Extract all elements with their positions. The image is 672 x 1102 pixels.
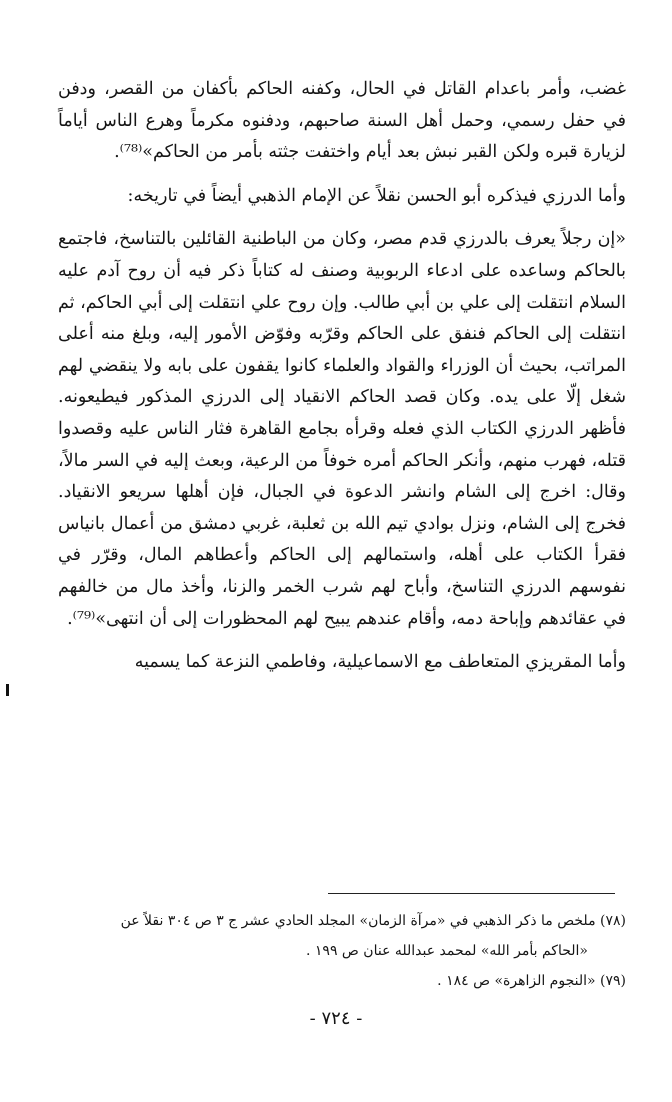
footnote-78-line-1: (٧٨) ملخص ما ذكر الذهبي في «مرآة الزمان» المجلد الحادي عشر ج ٣ ص ٣٠٤ نقلاً عن <box>120 913 626 929</box>
paragraph-1: غضب، وأمر باعدام القاتل في الحال، وكفنه الحاكم بأكفان من القصر، ودفن في حفل رسمي، وحمل أهل السنة صاحبهم، ودفنوه مكرماً وهرع الناس أياماً لزيارة قبره ولكن القبر نبش بعد أيام واختفت جثته بأمر من الحاكم»⁽⁷⁸⁾. <box>58 79 626 163</box>
footnotes <box>58 906 626 996</box>
footnote-divider <box>328 893 615 894</box>
page-number: - ٧٢٤ - <box>309 1008 363 1029</box>
footnote-78-line-2: «الحاكم بأمر الله» لمحمد عبدالله عنان ص ١٩٩ . <box>306 943 588 959</box>
scan-mark <box>6 684 9 696</box>
main-text <box>58 74 626 679</box>
paragraph-4: وأما المقريزي المتعاطف مع الاسماعيلية، وفاطمي النزعة كما يسميه <box>134 652 626 673</box>
paragraph-2: وأما الدرزي فيذكره أبو الحسن نقلاً عن الإمام الذهبي أيضاً في تاريخه: <box>127 185 626 206</box>
paragraph-3-quote: «إن رجلاً يعرف بالدرزي قدم مصر، وكان من الباطنية القائلين بالتناسخ، فاجتمع بالحاكم وساعده على ادعاء الربوبية وصنف له كتاباً ذكر فيه أن روح آدم عليه السلام انتقلت إلى علي بن أبي طالب. وإن روح علي انتقلت إلى أبي الحاكم، ثم انتقلت إلى الحاكم فنفق على الحاكم وقرّبه وفوّض الأمور إليه، وبلغ منه أعلى المراتب، بحيث أن الوزراء والقواد والعلماء كانوا يقفون على بابه ولا ينقضي لهم شغل إلّا على يده. وكان قصد الحاكم الانقياد إلى الدرزي المذكور فيطيعونه. فأظهر الدرزي الكتاب الذي فعله وقرأه بجامع القاهرة فثار الناس عليه وقصدوا قتله، فهرب منهم، وأنكر الحاكم أمره خوفاً من الرعية، وبعث إليه في السر مالاً، وقال: اخرج إلى الشام وانشر الدعوة في الجبال، فإن أهلها سريعو الانقياد. فخرج إلى الشام، ونزل بوادي تيم الله بن ثعلبة، غربي دمشق من أعمال بانياس فقرأ الكتاب على أهله، واستمالهم إلى الحاكم وأعطاهم المال، وقرّر في نفوسهم الدرزي التناسخ، وأباح لهم شرب الخمر والزنا، وأخذ مال من خالفهم في عقائدهم وإباحة دمه، وأقام عندهم يبيح لهم المحظورات إلى أن انتهى»⁽⁷⁹⁾. <box>58 229 626 629</box>
footnote-79: (٧٩) «النجوم الزاهرة» ص ١٨٤ . <box>437 973 626 989</box>
